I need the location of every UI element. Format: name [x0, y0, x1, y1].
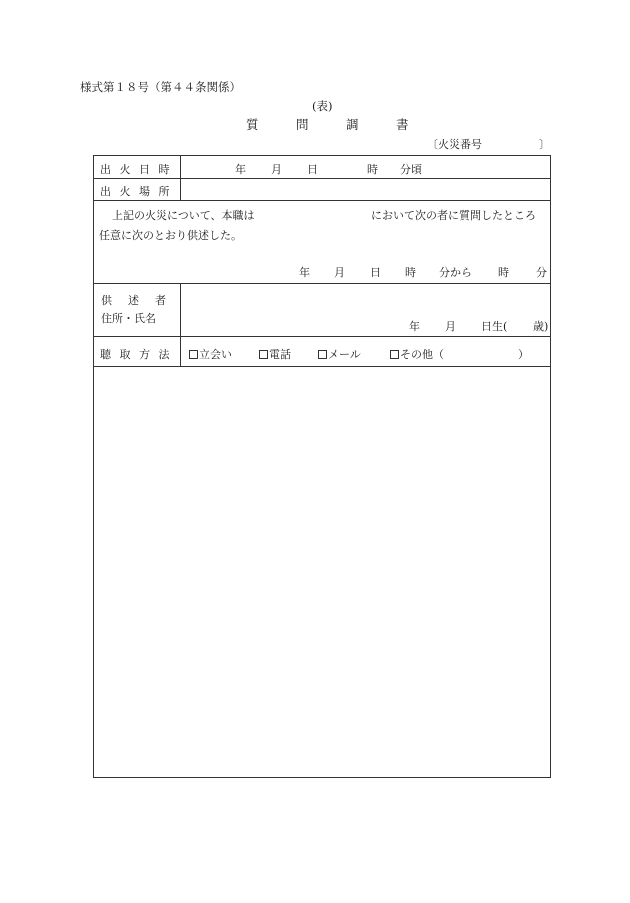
checkbox-icon[interactable] [189, 350, 198, 359]
checkbox-icon[interactable] [318, 350, 327, 359]
unit-hour: 時 [405, 266, 416, 279]
option-other-close: ） [518, 348, 529, 361]
row-divider [94, 200, 550, 201]
statement-time[interactable] [94, 264, 552, 279]
unit-age: 歳) [533, 320, 549, 333]
unit-hour: 時 [367, 163, 378, 176]
option-other[interactable]: その他（ [390, 346, 444, 362]
statement-line2: 任意に次のとおり供述した。 [99, 229, 242, 242]
unit-year: 年 [299, 266, 310, 279]
statement-line1-right: において次の者に質問したところ [371, 209, 536, 222]
side-label: (表) [312, 99, 333, 113]
title-char: 問 [296, 117, 309, 132]
row-divider [94, 283, 550, 284]
label-char: 出 [100, 163, 111, 176]
fire-number-label: 〔火災番号 [427, 138, 482, 151]
label-char: 供 [101, 294, 112, 307]
form-table [93, 155, 551, 778]
statement-line1-left: 上記の火災について、本職は [112, 209, 255, 222]
fire-number-field [427, 138, 550, 151]
label-char: 述 [128, 294, 139, 307]
label-char: 時 [158, 163, 170, 176]
fire-location-value[interactable] [182, 180, 550, 198]
checkbox-icon[interactable] [390, 350, 399, 359]
option-email[interactable]: メール [318, 346, 361, 362]
unit-month: 月 [445, 320, 456, 333]
label-char: 火 [119, 163, 131, 176]
unit-year: 年 [235, 163, 246, 176]
label-char: 方 [139, 348, 150, 361]
option-phone[interactable]: 電話 [259, 346, 291, 362]
interview-method-options [94, 346, 552, 361]
label-char: 火 [119, 185, 131, 198]
unit-minute-approx: 分頃 [400, 163, 422, 176]
label-char: 所 [158, 185, 170, 198]
fire-datetime-value[interactable] [94, 161, 552, 176]
label-char: 日 [139, 163, 150, 176]
statement-body-area[interactable] [95, 368, 550, 776]
row-divider [94, 178, 550, 179]
unit-minute: 分 [536, 266, 547, 279]
option-in-person[interactable]: 立会い [189, 346, 232, 362]
unit-day: 日 [370, 266, 381, 279]
title-char: 書 [396, 117, 409, 132]
deponent-birth[interactable] [94, 318, 552, 333]
label-char: 聴 [100, 348, 111, 361]
unit-hour: 時 [498, 266, 509, 279]
label-char: 者 [155, 294, 166, 307]
label-char: 法 [158, 348, 170, 361]
label-char: 出 [100, 185, 111, 198]
form-number: 様式第１８号（第４４条関係） [80, 80, 241, 94]
unit-month: 月 [334, 266, 345, 279]
label-char: 場 [139, 185, 150, 198]
row-divider [94, 366, 550, 367]
unit-day: 日 [307, 163, 318, 176]
label-address-name: 住所・氏名 [101, 312, 156, 325]
row-divider [94, 336, 550, 337]
unit-year: 年 [409, 320, 420, 333]
document-title [246, 119, 446, 132]
title-char: 質 [246, 117, 259, 132]
unit-birth-day: 日生( [481, 320, 508, 333]
checkbox-icon[interactable] [259, 350, 268, 359]
label-char: 取 [119, 348, 131, 361]
unit-minute-from: 分から [439, 266, 472, 279]
label-fire-location [100, 183, 178, 199]
fire-number-close: 〕 [539, 138, 550, 151]
unit-month: 月 [271, 163, 282, 176]
label-deponent [101, 292, 182, 308]
title-char: 調 [346, 117, 359, 132]
